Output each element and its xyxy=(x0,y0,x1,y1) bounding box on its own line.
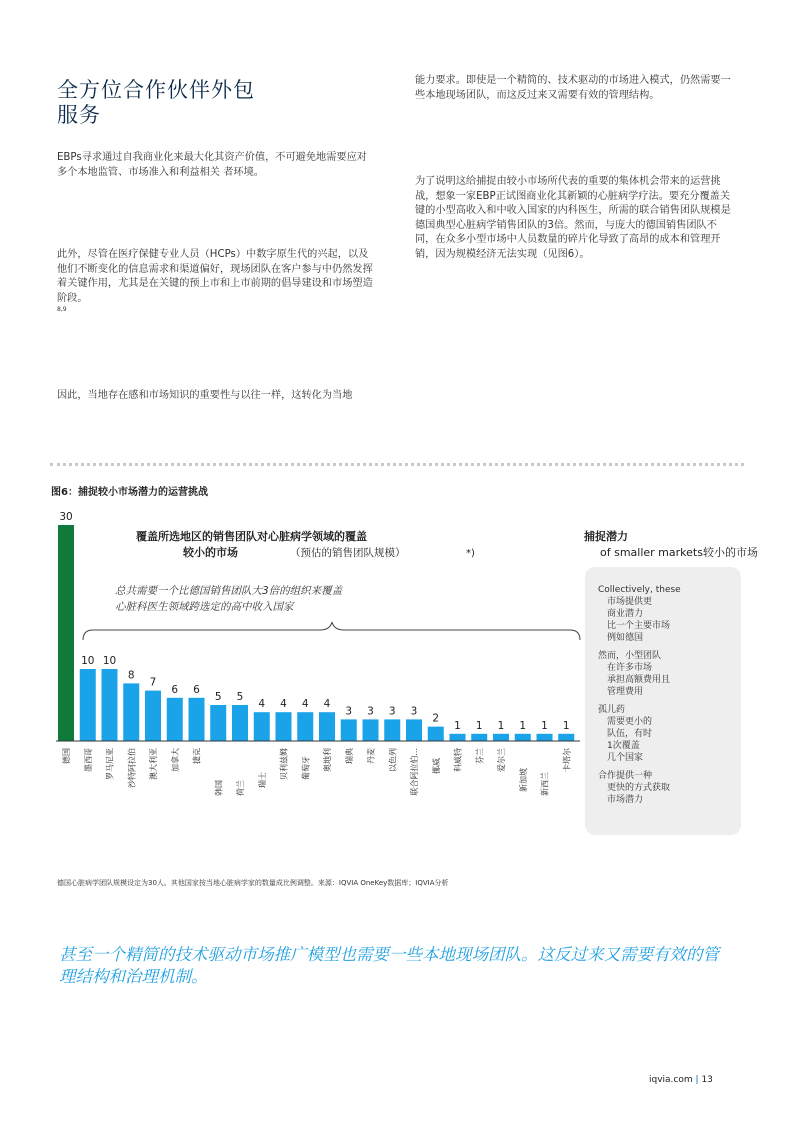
bar-value-label: 4 xyxy=(323,698,331,711)
side-group-line: 几个国家 xyxy=(607,753,644,763)
side-group-line: 队伍，有时 xyxy=(607,729,653,739)
bar xyxy=(254,712,270,741)
bar xyxy=(232,705,248,741)
bar-value-label: 10 xyxy=(102,655,117,667)
category-label: 韩国 xyxy=(214,780,224,796)
bar-value-label: 1 xyxy=(541,719,548,732)
pull-quote: 甚至一个精简的技术驱动市场推广模型也需要一些本地现场团队。这反过来又需要有效的管理结构和治理机制。 xyxy=(59,945,719,986)
bar-value-label: 4 xyxy=(258,698,266,711)
bar xyxy=(276,712,292,741)
paragraph-2-reference: 8,9 xyxy=(57,306,67,313)
bar xyxy=(406,719,422,741)
category-label: 爱尔兰 xyxy=(497,748,506,772)
bar xyxy=(384,719,400,741)
bar-value-label: 2 xyxy=(432,712,440,725)
chart-title-line-1: 覆盖所选地区的销售团队对心脏病学领域的覆盖 xyxy=(136,530,367,543)
bar xyxy=(210,705,226,741)
side-group-line: 市场提供更 xyxy=(607,597,653,607)
side-group-line: 承担高额费用且 xyxy=(607,675,671,685)
bar xyxy=(428,727,444,741)
paragraph-5: 为了说明这给捕捉由较小市场所代表的重要的集体机会带来的运营挑战，想象一家EBP正试图商业化其新颖的心脏病学疗法。要充分覆盖关键的小型高收入和中收入国家的内科医生，所需的联合销售团队规模是德国典型心脏病学销售团队的3倍。然而，与庞大的德国销售团队不同，在众多小型市场中人员数量的碎片化导致了高昂的成本和管理开销，因为规模经济无法实现（见图6）。 xyxy=(415,176,731,260)
paragraph-4: 能力要求。即使是一个精简的、技术驱动的市场进入模式，仍然需要一些本地现场团队，而这反过来又需要有效的管理结构。 xyxy=(415,75,731,101)
category-label: 联合阿拉伯... xyxy=(410,748,419,796)
bar xyxy=(189,698,205,741)
side-group-line: 在许多市场 xyxy=(607,663,653,673)
category-label: 贝利兹姆 xyxy=(279,748,289,780)
side-title-line-1: 捕捉潜力 xyxy=(584,530,628,543)
category-label: 墨西哥 xyxy=(83,748,93,772)
bar xyxy=(80,669,96,741)
bar-value-label: 8 xyxy=(127,669,135,682)
category-label: 澳大利亚 xyxy=(149,748,158,780)
category-label: 科威特 xyxy=(453,748,463,772)
category-label: 捷克 xyxy=(192,748,202,764)
page-number: 13 xyxy=(701,1075,713,1085)
side-group-line: 更快的方式获取 xyxy=(607,783,671,793)
side-group xyxy=(598,770,738,806)
chart-annotation-line-1: 总共需要一个比德国销售团队大3倍的组织来覆盖 xyxy=(115,585,343,597)
bar-value-label: 6 xyxy=(171,683,179,696)
bar xyxy=(58,525,74,741)
category-label: 瑞典 xyxy=(344,748,354,764)
page-footer xyxy=(649,1075,713,1085)
bar xyxy=(493,734,509,741)
category-label: 卡塔尔 xyxy=(562,748,572,772)
figure-footnote: 德国心脏病学团队规模设定为30人。其他国家按当地心脏病学家的数量成比例调整。来源：IQVIA OneKey数据库；IQVIA分析 xyxy=(57,879,449,887)
section-divider xyxy=(50,463,744,466)
figure-title: 图6：捕捉较小市场潜力的运营挑战 xyxy=(51,487,208,498)
page-title-line-1: 全方位合作伙伴外包 xyxy=(57,78,255,102)
side-group xyxy=(598,584,738,644)
bar xyxy=(471,734,487,741)
bar xyxy=(123,683,139,741)
bar xyxy=(515,734,531,741)
side-panel-content xyxy=(598,584,738,806)
bar-value-label: 3 xyxy=(410,705,418,718)
bar xyxy=(450,734,466,741)
category-label: 荷兰 xyxy=(236,780,245,796)
side-group-line: 1次覆盖 xyxy=(607,741,640,751)
bar-value-label: 10 xyxy=(81,655,95,667)
bar-value-label: 3 xyxy=(345,705,353,718)
bar-value-label: 1 xyxy=(475,719,483,732)
category-label: 芬兰 xyxy=(475,748,485,764)
category-label: 以色列 xyxy=(388,748,398,772)
category-label: 沙特阿拉伯 xyxy=(127,748,137,788)
side-panel xyxy=(585,567,741,835)
bar-value-label: 5 xyxy=(214,691,222,703)
chart-title-line-2c: *) xyxy=(466,548,475,559)
bar xyxy=(167,698,183,741)
chart-annotation-line-2: 心脏科医生领域跨选定的高中收入国家 xyxy=(115,601,294,613)
bar xyxy=(537,734,553,741)
side-group-line: 比一个主要市场 xyxy=(607,621,671,631)
category-label: 罗马尼亚 xyxy=(105,748,115,780)
side-group xyxy=(598,650,738,698)
side-group-heading: Collectively, these xyxy=(598,585,681,595)
bar xyxy=(102,669,118,741)
side-group-line: 例如德国 xyxy=(607,633,644,643)
bar-value-label: 7 xyxy=(149,676,157,689)
bar-value-label: 30 xyxy=(59,511,73,523)
category-label: 丹麦 xyxy=(366,748,376,764)
bar xyxy=(145,691,161,741)
side-panel-title xyxy=(584,529,764,561)
bar xyxy=(558,734,574,741)
bar-value-label: 4 xyxy=(301,698,309,711)
category-label: 奥地利 xyxy=(323,748,332,772)
bar xyxy=(319,712,335,741)
category-label: 瑞士 xyxy=(257,772,267,788)
chart-title-line-2b: （预估的销售团队规模） xyxy=(290,547,406,559)
category-label: 加拿大 xyxy=(170,748,180,772)
category-label: 新西兰 xyxy=(540,772,550,796)
paragraph-2-text: 此外，尽管在医疗保健专业人员（HCPs）中数字原生代的兴起，以及他们不断变化的信息需求和渠道偏好，现场团队在客户参与中仍然发挥着关键作用，尤其是在关键的预上市和上市前期的倡导建设和市场塑造阶段。 xyxy=(57,249,373,304)
bar xyxy=(297,712,313,741)
footer-site[interactable]: iqvia.com xyxy=(649,1075,693,1085)
bar-value-label: 1 xyxy=(454,719,461,732)
bar-value-label: 1 xyxy=(497,719,505,732)
bar-value-label: 4 xyxy=(280,698,287,711)
value-labels-group xyxy=(59,511,569,732)
bar-value-label: 3 xyxy=(388,705,396,718)
side-group-line: 市场潜力 xyxy=(607,795,644,805)
side-group xyxy=(598,704,738,764)
paragraph-2 xyxy=(57,248,377,314)
side-group-line: 商业潜力 xyxy=(607,609,644,619)
side-group-heading: 孤儿药 xyxy=(598,705,626,715)
category-labels-group xyxy=(61,747,571,796)
category-label: 新加坡 xyxy=(518,768,528,792)
annotation-brace xyxy=(83,622,580,640)
bar-value-label: 3 xyxy=(367,705,374,718)
category-label: 葡萄牙 xyxy=(301,756,311,780)
bar xyxy=(363,719,379,741)
page-title xyxy=(57,78,357,128)
page-title-line-2: 服务 xyxy=(57,103,101,127)
bar xyxy=(341,719,357,741)
footer-separator: | xyxy=(695,1075,699,1085)
chart-title-line-2a: 较小的市场 xyxy=(183,546,238,559)
paragraph-1: EBPs寻求通过自我商业化来最大化其资产价值，不可避免地需要应对多个本地监管、市场准入和利益相关 者环境。 xyxy=(57,152,367,178)
side-group-line: 管理费用 xyxy=(607,687,644,697)
side-group-heading: 合作提供一种 xyxy=(598,771,653,781)
category-label: 挪威 xyxy=(431,758,441,774)
side-group-heading: 然而，小型团队 xyxy=(598,651,662,661)
side-group-line: 需要更小的 xyxy=(607,717,653,727)
bar-value-label: 5 xyxy=(236,691,244,703)
bars-group xyxy=(58,525,574,741)
bar-value-label: 1 xyxy=(519,719,527,732)
bar-value-label: 6 xyxy=(193,683,200,696)
bar-value-label: 1 xyxy=(562,719,570,732)
side-title-line-2: of smaller markets较小的市场 xyxy=(600,546,758,559)
paragraph-3: 因此，当地存在感和市场知识的重要性与以往一样，这转化为当地 xyxy=(57,390,353,401)
category-label: 德国 xyxy=(62,748,71,764)
